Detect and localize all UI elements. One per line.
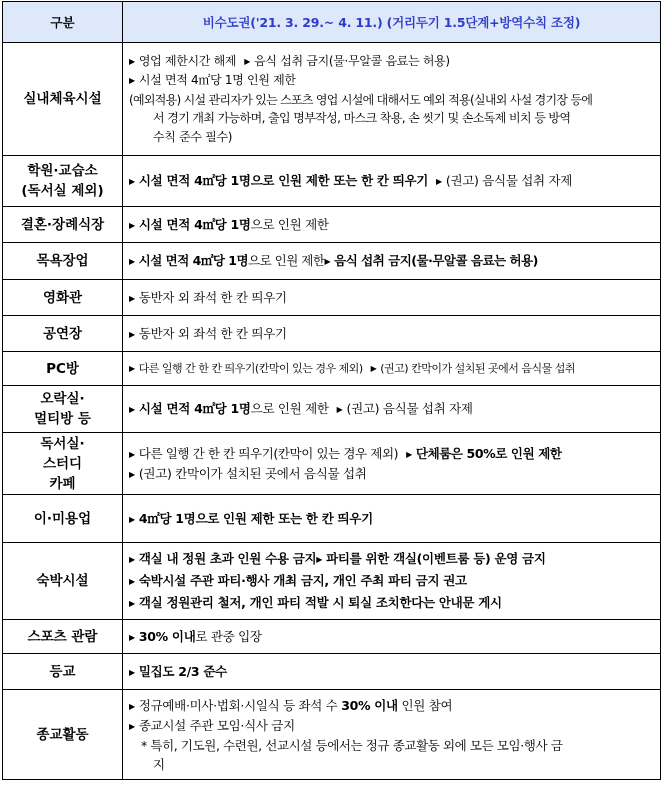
triangle-right-icon: ▶ bbox=[129, 667, 135, 677]
triangle-right-icon: ▶ bbox=[129, 220, 135, 230]
triangle-right-icon: ▶ bbox=[129, 721, 135, 731]
row-beauty bbox=[3, 495, 661, 543]
row-content: ▶ 4㎡당 1명으로 인원 제한 또는 한 칸 띄우기 bbox=[123, 495, 661, 543]
row-content: ▶ 영업 제한시간 해제 ▶ 음식 섭취 금지(물·무알콜 음료는 허용) ▶ 시설 면적 4㎡당 1명 인원 제한 (예외적용) 시설 관리자가 있는 스포츠 영업 시설에 대해서도 예외 적용(실내외 사설 경기장 등에 서 경기 개최 가능하며, 출입 명부작성, 마스크 착용, 손 씻기 및 손소독제 비치 등 방역 수칙 준수 필수) bbox=[123, 43, 661, 156]
row-academy bbox=[3, 156, 661, 207]
category-label: 영화관 bbox=[3, 280, 123, 316]
row-content: ▶ 다른 일행 간 한 칸 띄우기(칸막이 있는 경우 제외) ▶ 단체룸은 50%로 인원 제한 ▶ (권고) 칸막이가 설치된 곳에서 음식물 섭취 bbox=[123, 433, 661, 495]
row-arcade bbox=[3, 386, 661, 433]
row-content: ▶ 객실 내 정원 초과 인원 수용 금지▶ 파티를 위한 객실(이벤트룸 등) 운영 금지 ▶ 숙박시설 주관 파티·행사 개최 금지, 개인 주최 파티 금지 권고 ▶ 객실 정원관리 철저, 개인 파티 적발 시 퇴실 조치한다는 안내문 게시 bbox=[123, 543, 661, 620]
row-school bbox=[3, 654, 661, 690]
row-content: ▶ 시설 면적 4㎡당 1명으로 인원 제한 bbox=[123, 207, 661, 243]
triangle-right-icon: ▶ bbox=[129, 257, 135, 266]
distancing-table bbox=[2, 1, 661, 780]
row-content: ▶ 시설 면적 4㎡당 1명으로 인원 제한 ▶ (권고) 음식물 섭취 자제 bbox=[123, 386, 661, 433]
category-label: 결혼·장례식장 bbox=[3, 207, 123, 243]
triangle-right-icon: ▶ bbox=[129, 76, 135, 86]
row-bath bbox=[3, 243, 661, 280]
row-content: ▶ 다른 일행 간 한 칸 띄우기(칸막이 있는 경우 제외) ▶ (권고) 칸막이가 설치된 곳에서 음식물 섭취 bbox=[123, 352, 661, 386]
triangle-right-icon: ▶ bbox=[129, 469, 135, 479]
row-content: ▶ 정규예배·미사·법회·시일식 등 좌석 수 30% 이내 인원 참여 ▶ 종교시설 주관 모임·식사 금지 * 특히, 기도원, 수련원, 선교시설 등에서는 정규 종교활동 외에 모든 모임·행사 금 지 bbox=[123, 690, 661, 780]
triangle-right-icon: ▶ bbox=[129, 514, 135, 524]
triangle-right-icon: ▶ bbox=[129, 405, 135, 414]
row-content: ▶ 밀집도 2/3 준수 bbox=[123, 654, 661, 690]
category-label: 실내체육시설 bbox=[3, 43, 123, 156]
category-label: 스포츠 관람 bbox=[3, 620, 123, 654]
category-label: 종교활동 bbox=[3, 690, 123, 780]
triangle-right-icon: ▶ bbox=[129, 329, 135, 339]
category-label: 독서실· 스터디 카페 bbox=[3, 433, 123, 495]
triangle-right-icon: ▶ bbox=[129, 449, 135, 459]
row-content: ▶ 시설 면적 4㎡당 1명으로 인원 제한 또는 한 칸 띄우기 ▶ (권고) 음식물 섭취 자제 bbox=[123, 156, 661, 207]
row-indoor-sports bbox=[3, 43, 661, 156]
table-header-row bbox=[3, 2, 661, 43]
row-content: ▶ 동반자 외 좌석 한 칸 띄우기 bbox=[123, 316, 661, 352]
triangle-right-icon: ▶ bbox=[244, 56, 251, 66]
category-label: 학원·교습소 (독서실 제외) bbox=[3, 156, 123, 207]
triangle-right-icon: ▶ bbox=[129, 599, 135, 608]
row-cinema bbox=[3, 280, 661, 316]
row-sports-viewing bbox=[3, 620, 661, 654]
category-label: 오락실· 멀티방 등 bbox=[3, 386, 123, 433]
triangle-right-icon: ▶ bbox=[129, 632, 135, 642]
triangle-right-icon: ▶ bbox=[129, 293, 135, 303]
triangle-right-icon: ▶ bbox=[129, 364, 135, 373]
row-lodging bbox=[3, 543, 661, 620]
category-label: 공연장 bbox=[3, 316, 123, 352]
triangle-right-icon: ▶ bbox=[316, 555, 323, 564]
triangle-right-icon: ▶ bbox=[336, 405, 343, 414]
triangle-right-icon: ▶ bbox=[436, 177, 442, 186]
triangle-right-icon: ▶ bbox=[324, 257, 331, 266]
row-content: ▶ 동반자 외 좌석 한 칸 띄우기 bbox=[123, 280, 661, 316]
category-label: 이·미용업 bbox=[3, 495, 123, 543]
triangle-right-icon: ▶ bbox=[406, 449, 412, 459]
header-category: 구분 bbox=[3, 2, 123, 43]
triangle-right-icon: ▶ bbox=[129, 577, 135, 586]
row-content: ▶ 30% 이내로 관중 입장 bbox=[123, 620, 661, 654]
category-label: 숙박시설 bbox=[3, 543, 123, 620]
triangle-right-icon: ▶ bbox=[129, 701, 135, 711]
row-content: ▶ 시설 면적 4㎡당 1명으로 인원 제한▶ 음식 섭취 금지(물·무알콜 음료는 허용) bbox=[123, 243, 661, 280]
row-wedding bbox=[3, 207, 661, 243]
header-title: 비수도권('21. 3. 29.~ 4. 11.) (거리두기 1.5단계+방역수칙 조정) bbox=[123, 2, 661, 43]
category-label: PC방 bbox=[3, 352, 123, 386]
triangle-right-icon: ▶ bbox=[129, 56, 135, 66]
row-theater bbox=[3, 316, 661, 352]
triangle-right-icon: ▶ bbox=[129, 177, 135, 186]
row-reading-room bbox=[3, 433, 661, 495]
triangle-right-icon: ▶ bbox=[129, 555, 135, 564]
category-label: 등교 bbox=[3, 654, 123, 690]
row-pc bbox=[3, 352, 661, 386]
category-label: 목욕장업 bbox=[3, 243, 123, 280]
row-religion bbox=[3, 690, 661, 780]
triangle-right-icon: ▶ bbox=[370, 364, 377, 373]
